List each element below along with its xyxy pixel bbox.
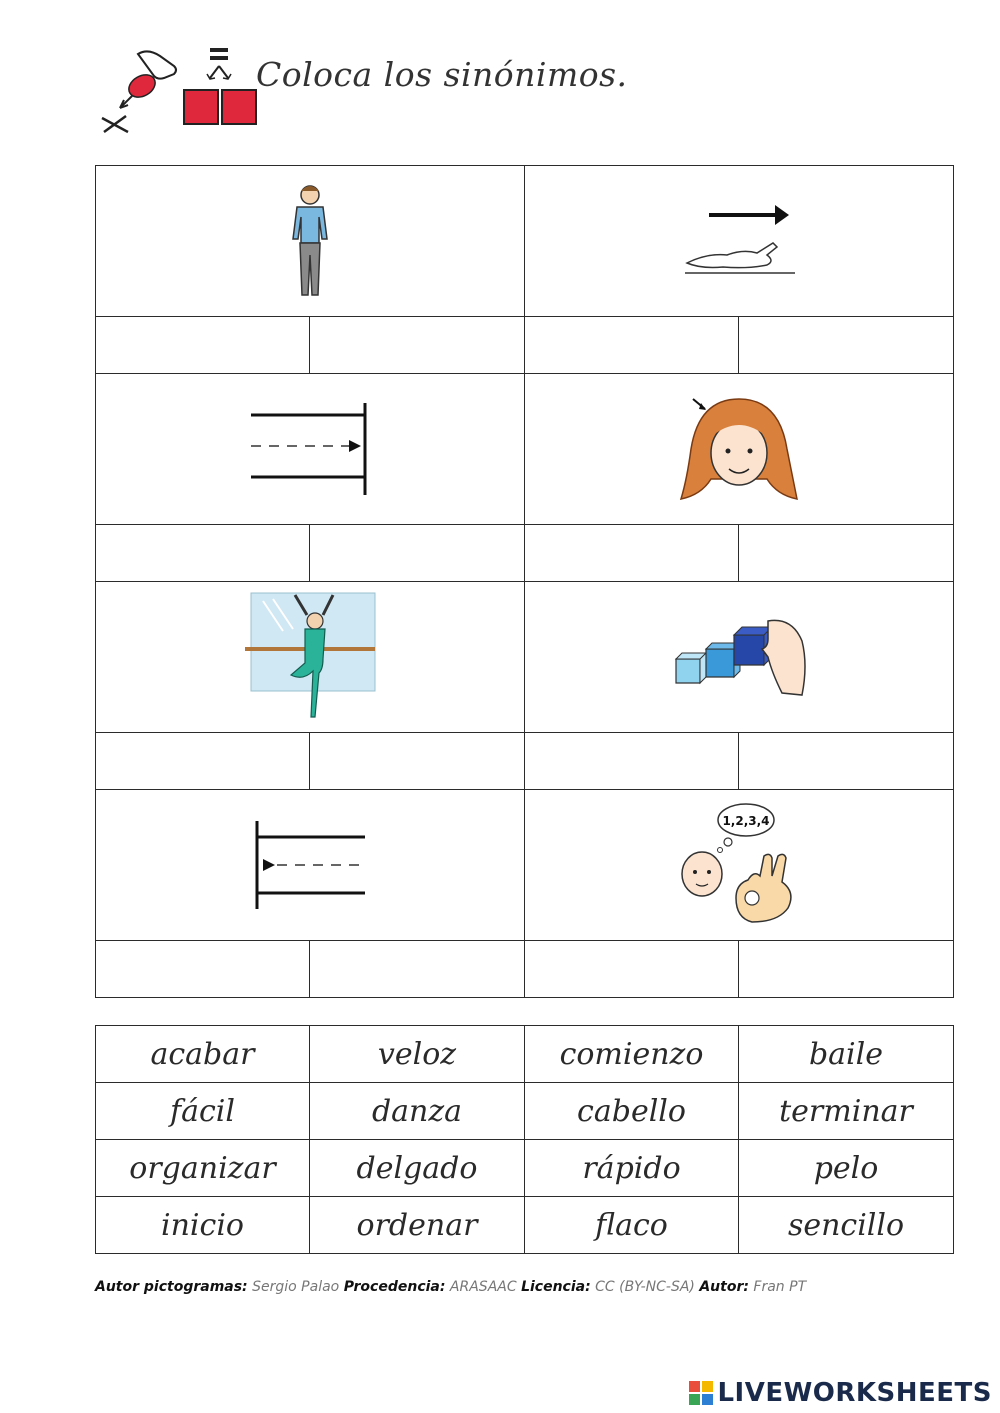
ballet-dancer-icon — [243, 591, 377, 723]
ordering-cubes-icon — [672, 615, 806, 699]
answer-box[interactable] — [96, 733, 310, 790]
equals-boxes-icon — [182, 46, 258, 128]
word-tile[interactable]: cabello — [525, 1083, 739, 1140]
answer-box[interactable] — [310, 525, 525, 582]
word-tile[interactable]: flaco — [525, 1197, 739, 1254]
brand-name: LIVEWORKSHEETS — [717, 1378, 992, 1408]
credits-line — [95, 1279, 806, 1295]
word-tile[interactable]: inicio — [96, 1197, 310, 1254]
word-tile[interactable]: organizar — [96, 1140, 310, 1197]
answer-box[interactable] — [739, 733, 954, 790]
word-bank — [95, 1025, 954, 1254]
finish-line-icon — [249, 401, 371, 497]
word-tile[interactable]: acabar — [96, 1026, 310, 1083]
answer-box[interactable] — [739, 941, 954, 998]
picture-cell — [525, 166, 954, 317]
picture-cell — [96, 582, 525, 733]
picture-cell — [525, 582, 954, 733]
word-tile[interactable]: delgado — [310, 1140, 525, 1197]
word-tile[interactable]: comienzo — [525, 1026, 739, 1083]
word-tile[interactable]: rápido — [525, 1140, 739, 1197]
word-tile[interactable]: veloz — [310, 1026, 525, 1083]
answer-box[interactable] — [310, 733, 525, 790]
answer-box[interactable] — [525, 941, 739, 998]
word-tile[interactable]: sencillo — [739, 1197, 954, 1254]
answer-box[interactable] — [96, 525, 310, 582]
answer-box[interactable] — [96, 317, 310, 374]
standing-boy-icon — [280, 183, 340, 299]
word-tile[interactable]: ordenar — [310, 1197, 525, 1254]
credit-value: Sergio Palao — [252, 1279, 340, 1295]
credit-label: Autor pictogramas: — [95, 1279, 248, 1295]
credit-value: CC (BY-NC-SA) — [595, 1279, 695, 1295]
credit-value: Fran PT — [753, 1279, 807, 1295]
word-tile[interactable]: fácil — [96, 1083, 310, 1140]
answer-box[interactable] — [525, 525, 739, 582]
word-tile[interactable]: danza — [310, 1083, 525, 1140]
answer-box[interactable] — [96, 941, 310, 998]
word-tile[interactable]: baile — [739, 1026, 954, 1083]
picture-cell — [525, 790, 954, 941]
credit-label: Procedencia: — [343, 1279, 446, 1295]
answer-box[interactable] — [310, 317, 525, 374]
picture-cell — [96, 166, 525, 317]
answer-box[interactable] — [525, 733, 739, 790]
answer-box[interactable] — [525, 317, 739, 374]
liveworksheets-logo-icon — [689, 1381, 713, 1405]
answer-box[interactable] — [310, 941, 525, 998]
easy-thinking-icon — [674, 802, 804, 928]
credit-label: Licencia: — [521, 1279, 591, 1295]
picture-cell — [96, 790, 525, 941]
answer-box[interactable] — [739, 317, 954, 374]
credit-label: Autor: — [699, 1279, 749, 1295]
picture-answer-grid — [95, 165, 954, 998]
brand-logo — [689, 1378, 992, 1408]
running-hare-icon — [679, 201, 799, 281]
word-tile[interactable]: terminar — [739, 1083, 954, 1140]
hair-girl-icon — [679, 389, 799, 509]
picture-cell — [525, 374, 954, 525]
word-tile[interactable]: pelo — [739, 1140, 954, 1197]
picture-cell — [96, 374, 525, 525]
credit-value: ARASAAC — [449, 1279, 517, 1295]
start-line-icon — [253, 819, 367, 911]
hand-with-eraser-icon — [98, 48, 180, 134]
thought-bubble-text: 1,2,3,4 — [722, 814, 770, 828]
page-title: Coloca los sinónimos. — [256, 55, 628, 94]
answer-box[interactable] — [739, 525, 954, 582]
